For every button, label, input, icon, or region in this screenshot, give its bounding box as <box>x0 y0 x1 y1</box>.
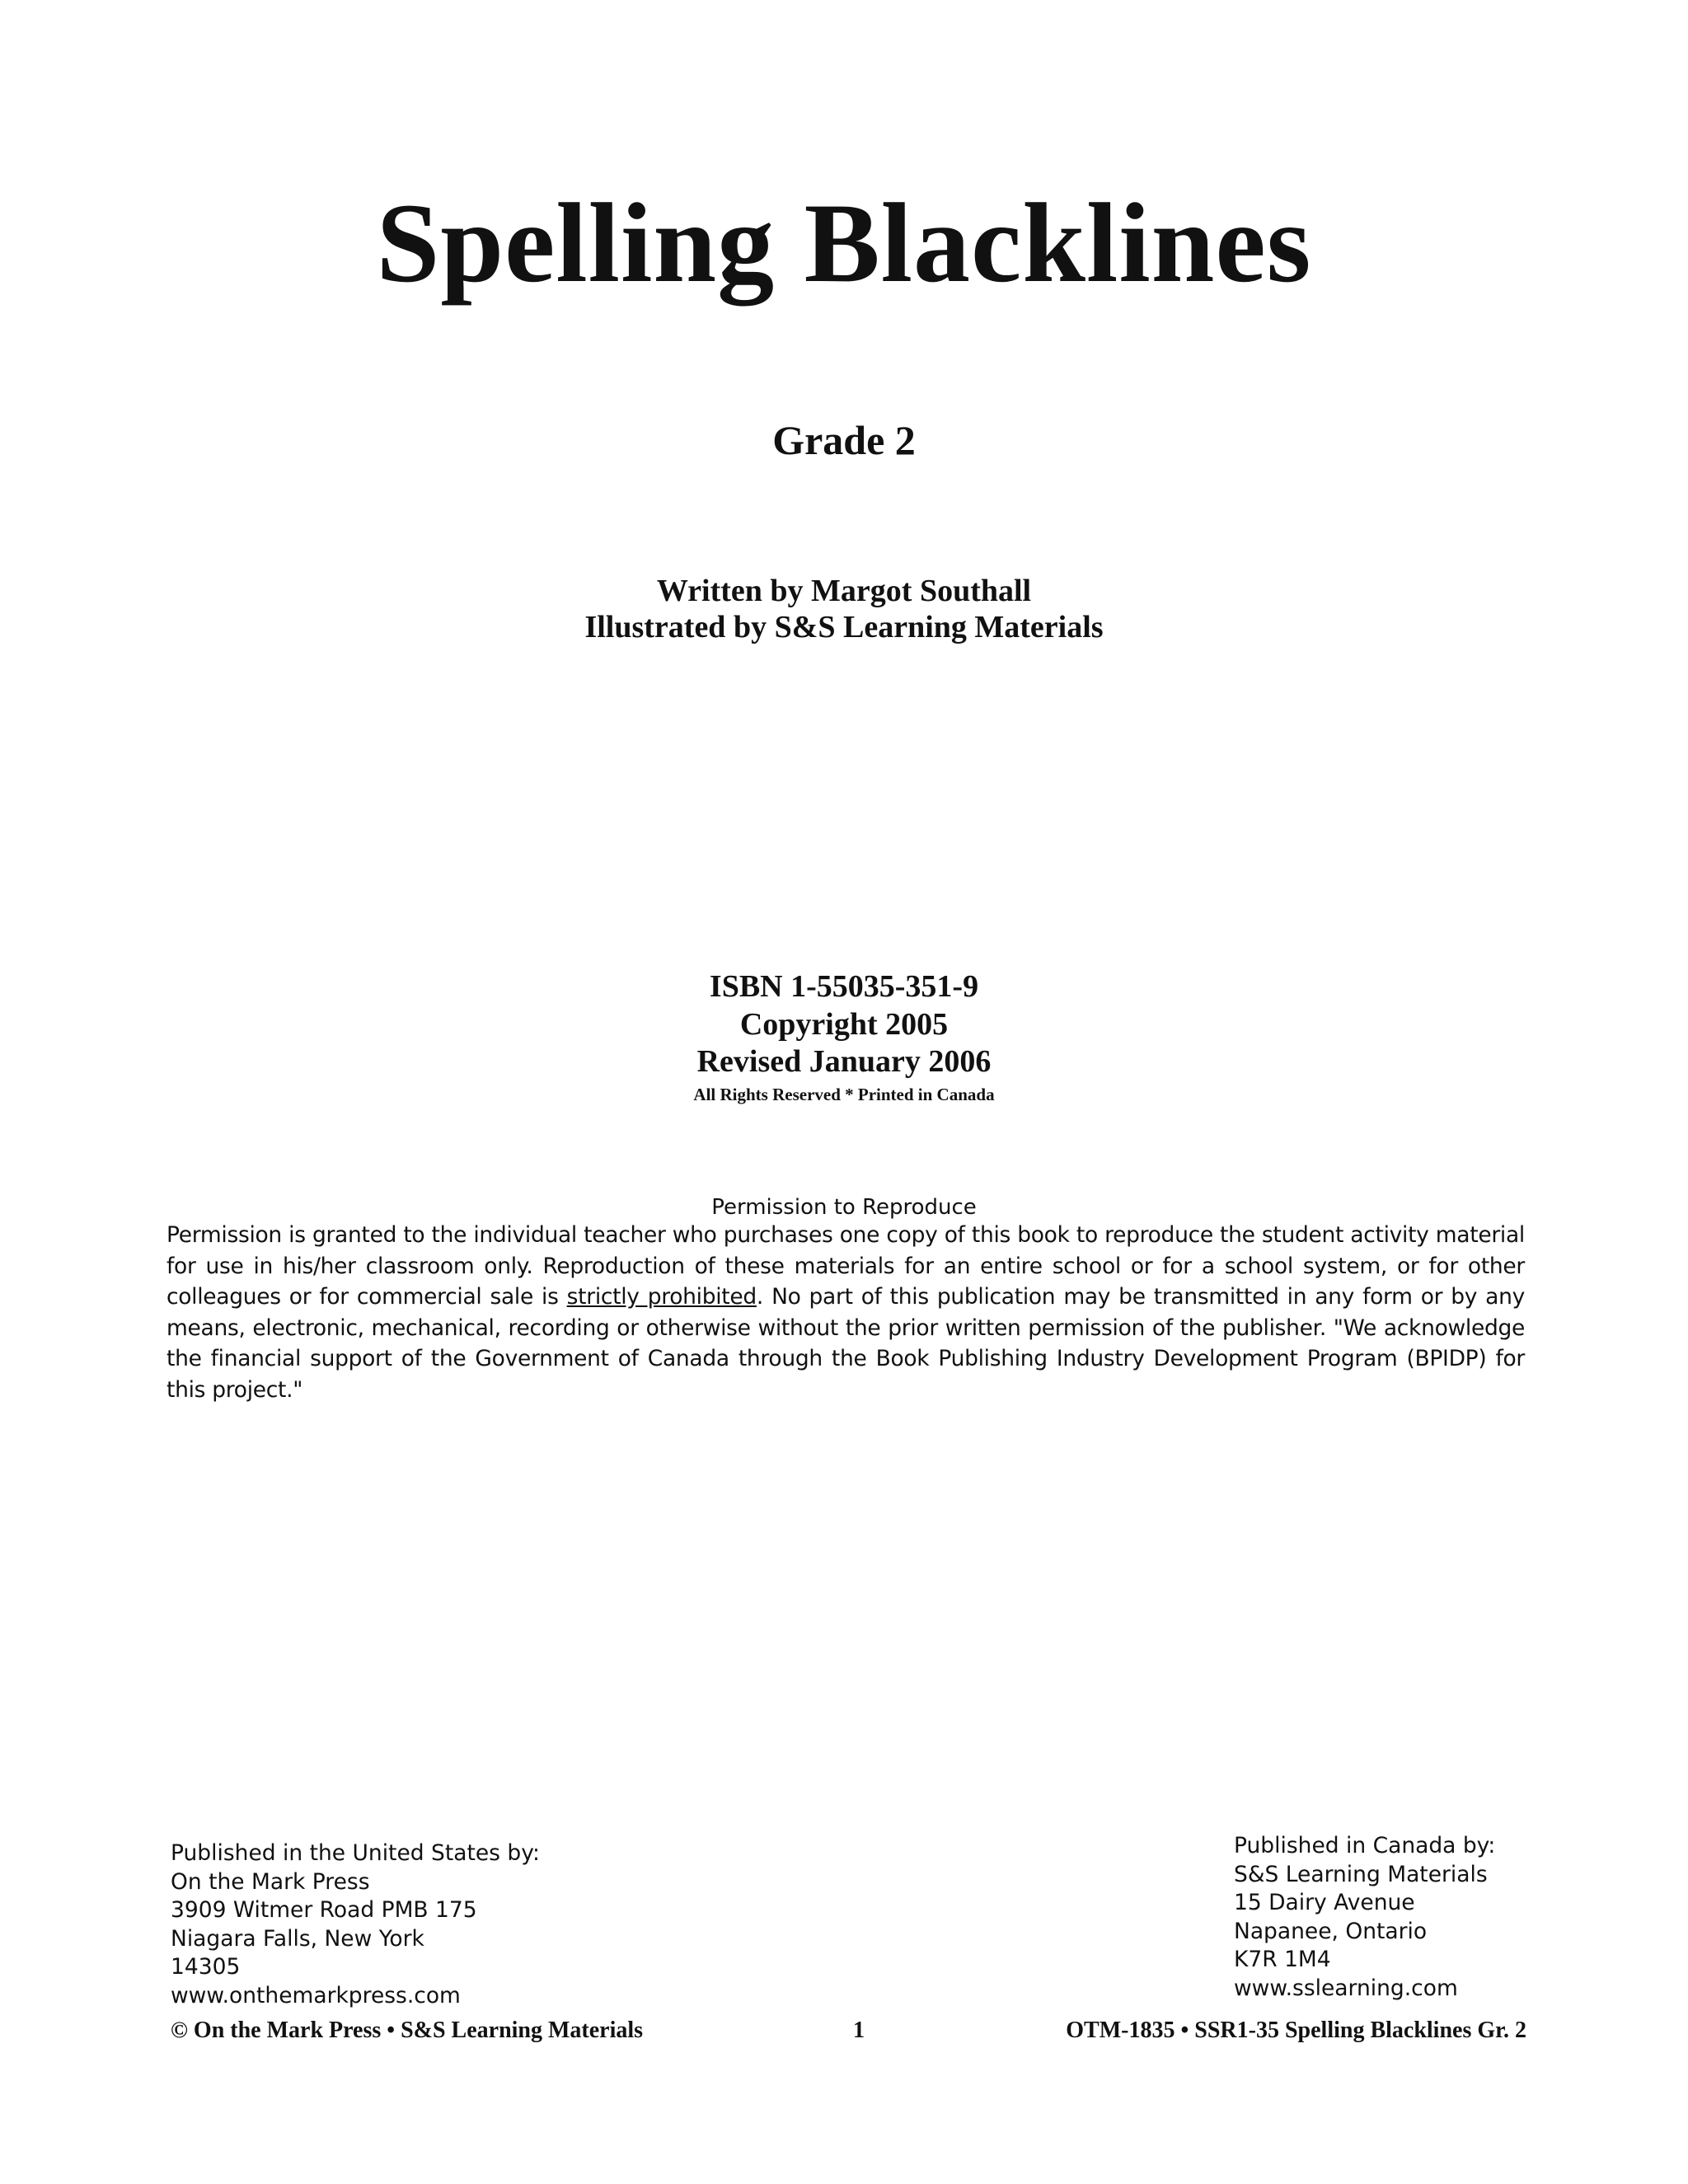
rights-notice: All Rights Reserved * Printed in Canada <box>693 1085 995 1104</box>
us-publisher-line: On the Mark Press <box>171 1868 370 1895</box>
isbn: ISBN 1-55035-351-9 <box>709 969 979 1004</box>
ca-publisher-line: Napanee, Ontario <box>1234 1918 1428 1944</box>
permission-heading: Permission to Reproduce <box>711 1195 977 1220</box>
us-publisher-heading: Published in the United States by: <box>171 1840 540 1866</box>
permission-text-part: Permission is granted to the individual teacher who purchases one copy of this book to reproduce the student activity material for use in his/her classroom only. Reproduction of these materials for an entire school or for a school system, or for other colleagues or for commercial sale is <box>166 1222 1525 1310</box>
copyright: Copyright 2005 <box>739 1007 949 1042</box>
revision-date: Revised January 2006 <box>696 1044 992 1079</box>
us-publisher-line: 14305 <box>171 1954 241 1980</box>
us-publisher-line: Niagara Falls, New York <box>171 1925 424 1952</box>
book-title: Spelling Blacklines <box>376 180 1312 306</box>
ca-publisher-heading: Published in Canada by: <box>1234 1833 1496 1858</box>
ca-publisher-line: 15 Dairy Avenue <box>1234 1890 1415 1915</box>
ca-publisher-line: S&S Learning Materials <box>1234 1861 1488 1887</box>
illustrator-credit: Illustrated by S&S Learning Materials <box>584 610 1104 644</box>
permission-emphasis: strictly prohibited <box>566 1284 757 1310</box>
permission-text <box>166 1220 1525 1406</box>
permission-text-part: . No part of this publication may be transmitted in any form or by any means, electronic, mechanical, recording or otherwise without the prior written permission of the publisher. "We acknowledge the financial support of the Government of Canada through the Book Publishing Industry Development Program (BPIDP) for this project." <box>166 1284 1525 1403</box>
author-credit: Written by Margot Southall <box>656 574 1032 608</box>
page-number: 1 <box>853 2018 865 2043</box>
ca-publisher-block <box>1234 1832 1495 2003</box>
footer-copyright: © On the Mark Press • S&S Learning Materials <box>171 2018 644 2043</box>
ca-publisher-line: K7R 1M4 <box>1234 1947 1331 1972</box>
us-publisher-line: www.onthemarkpress.com <box>171 1982 461 2008</box>
us-publisher-block <box>171 1840 540 2010</box>
grade-level: Grade 2 <box>772 417 916 463</box>
footer-product-code: OTM-1835 • SSR1-35 Spelling Blacklines Gr. 2 <box>1066 2018 1526 2043</box>
ca-publisher-line: www.sslearning.com <box>1234 1975 1458 2001</box>
us-publisher-line: 3909 Witmer Road PMB 175 <box>171 1897 477 1923</box>
